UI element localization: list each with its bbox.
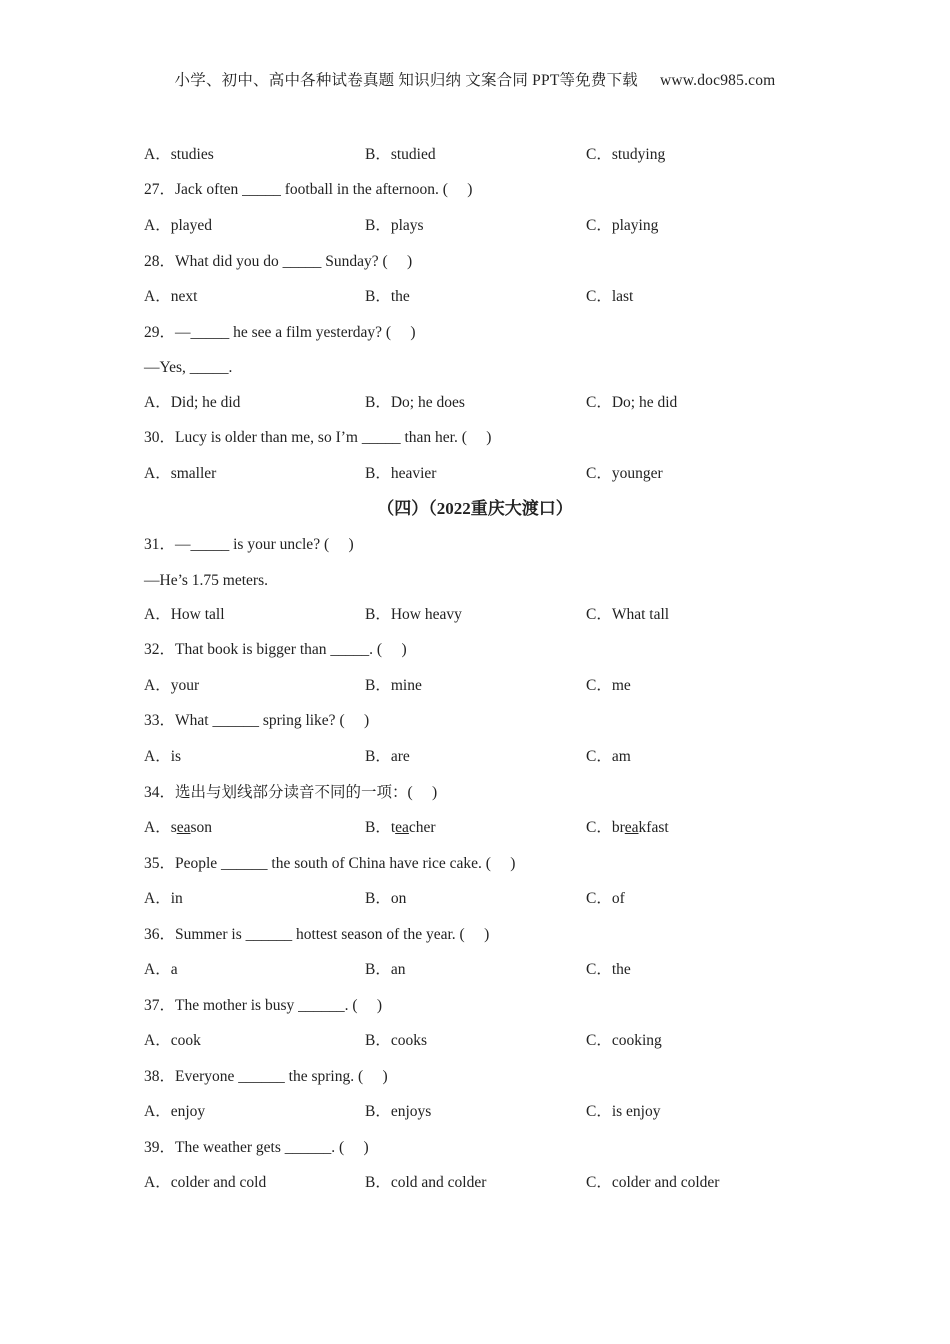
q32-options: [0, 676, 950, 696]
option-b: B．the: [365, 288, 410, 305]
header-site-link[interactable]: www.doc985.com: [659, 72, 776, 89]
option-b: B．cooks: [365, 1032, 428, 1049]
q35-options: [0, 889, 950, 909]
option-a: A．played: [144, 217, 213, 234]
q31-question: 31．—_____ is your uncle? ( ): [144, 536, 354, 553]
q34-question: 34．选出与划线部分读音不同的一项：( ): [144, 784, 438, 801]
q26-options: [0, 145, 950, 165]
option-b: B．teacher: [365, 819, 436, 836]
q28-question: 28．What did you do _____ Sunday? ( ): [144, 253, 413, 270]
option-c: C．cooking: [586, 1032, 662, 1049]
header-text: 小学、初中、高中各种试卷真题 知识归纳 文案合同 PPT等免费下载: [174, 72, 638, 89]
option-a: A．season: [144, 819, 213, 836]
q33-options: [0, 747, 950, 767]
option-c: C．studying: [586, 146, 666, 163]
q29-options: [0, 393, 950, 413]
option-c: C．What tall: [586, 606, 670, 623]
option-b: B．heavier: [365, 465, 437, 482]
option-b: B．mine: [365, 677, 422, 694]
q39-options: [0, 1173, 950, 1193]
q27-options: [0, 216, 950, 236]
underlined-letters: ea: [395, 819, 409, 836]
option-c: C．playing: [586, 217, 659, 234]
option-a: A．your: [144, 677, 200, 694]
section-title: （四）（2022重庆大渡口）: [377, 499, 573, 518]
option-a: A．cook: [144, 1032, 201, 1049]
q37-question: 37．The mother is busy ______. ( ): [144, 997, 383, 1014]
option-c: C．am: [586, 748, 631, 765]
option-b: B．plays: [365, 217, 424, 234]
option-a: A．enjoy: [144, 1103, 206, 1120]
option-b: B．on: [365, 890, 407, 907]
option-a: A．next: [144, 288, 198, 305]
page-header: [0, 68, 950, 90]
option-c: C．the: [586, 961, 631, 978]
q33-question: 33．What ______ spring like? ( ): [144, 712, 370, 729]
q31-options: [0, 605, 950, 625]
option-a: A．studies: [144, 146, 214, 163]
option-b: B．Do; he does: [365, 394, 465, 411]
q39-question: 39．The weather gets ______. ( ): [144, 1139, 369, 1156]
q35-question: 35．People ______ the south of China have rice cake. ( ): [144, 855, 516, 872]
q29-answer-line: —Yes, _____.: [144, 359, 233, 376]
q38-question: 38．Everyone ______ the spring. ( ): [144, 1068, 388, 1085]
q29-question: 29．—_____ he see a film yesterday? ( ): [144, 324, 416, 341]
q31-answer-line: —He’s 1.75 meters.: [144, 572, 268, 589]
option-c: C．me: [586, 677, 631, 694]
q38-options: [0, 1102, 950, 1122]
underlined-letters: ea: [176, 819, 191, 836]
option-b: B．studied: [365, 146, 436, 163]
q36-options: [0, 960, 950, 980]
option-c: C．colder and colder: [586, 1174, 720, 1191]
option-b: B．enjoys: [365, 1103, 432, 1120]
option-b: B．cold and colder: [365, 1174, 487, 1191]
option-a: A．a: [144, 961, 178, 978]
q30-options: [0, 464, 950, 484]
option-c: C．breakfast: [586, 819, 669, 836]
q30-question: 30．Lucy is older than me, so I’m _____ than her. ( ): [144, 429, 492, 446]
option-b: B．are: [365, 748, 410, 765]
option-c: C．last: [586, 288, 634, 305]
q28-options: [0, 287, 950, 307]
q32-question: 32．That book is bigger than _____. ( ): [144, 641, 407, 658]
option-a: A．Did; he did: [144, 394, 241, 411]
option-c: C．of: [586, 890, 625, 907]
underlined-letters: ea: [624, 819, 639, 836]
option-a: A．in: [144, 890, 183, 907]
option-a: A．colder and cold: [144, 1174, 267, 1191]
option-a: A．is: [144, 748, 182, 765]
option-b: B．How heavy: [365, 606, 462, 623]
q27-question: 27．Jack often _____ football in the afternoon. ( ): [144, 181, 473, 198]
option-a: A．How tall: [144, 606, 225, 623]
option-a: A．smaller: [144, 465, 217, 482]
option-c: C．Do; he did: [586, 394, 678, 411]
q36-question: 36．Summer is ______ hottest season of the year. ( ): [144, 926, 490, 943]
q37-options: [0, 1031, 950, 1051]
option-c: C．is enjoy: [586, 1103, 661, 1120]
option-b: B．an: [365, 961, 406, 978]
option-c: C．younger: [586, 465, 663, 482]
q34-options: [0, 818, 950, 838]
